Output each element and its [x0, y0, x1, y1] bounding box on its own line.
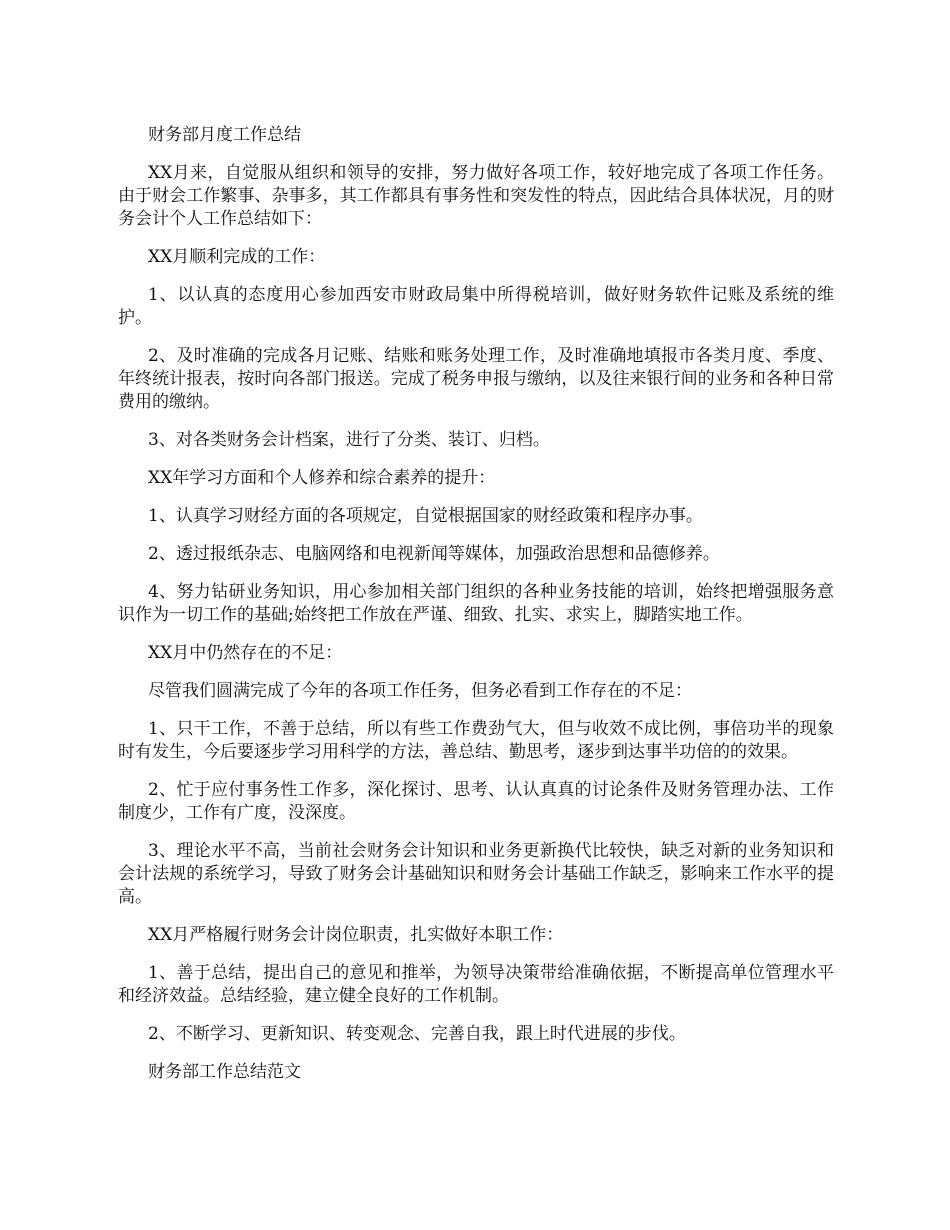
completed-work-item-1: 1、以认真的态度用心参加西安市财政局集中所得税培训，做好财务软件记账及系统的维护。: [118, 285, 834, 328]
section-heading-shortcomings: XX月中仍然存在的不足：: [148, 643, 343, 663]
study-item-4: 4、努力钻研业务知识，用心参加相关部门组织的各种业务技能的培训，始终把增强服务意识作为一切工作的基础;始终把工作放在严谨、细致、扎实、求实上，脚踏实地工作。: [118, 582, 834, 625]
shortcoming-item-2: 2、忙于应付事务性工作多，深化探讨、思考、认认真真的讨论条件及财务管理办法、工作制度少，工作有广度，没深度。: [118, 780, 834, 823]
shortcoming-item-3: 3、理论水平不高，当前社会财务会计知识和业务更新换代比较快，缺乏对新的业务知识和会计法规的系统学习，导致了财务会计基础知识和财务会计基础工作缺乏，影响来工作水平的提高。: [118, 841, 834, 907]
completed-work-item-2: 2、及时准确的完成各月记账、结账和账务处理工作，及时准确地填报市各类月度、季度、年终统计报表，按时向各部门报送。完成了税务申报与缴纳，以及往来银行间的业务和各种日常费用的缴纳。: [118, 346, 834, 412]
shortcomings-intro: 尽管我们圆满完成了今年的各项工作任务，但务必看到工作存在的不足：: [148, 681, 692, 701]
section-heading-completed-work: XX月顺利完成的工作：: [148, 247, 326, 267]
closing-title: 财务部工作总结范文: [148, 1062, 301, 1082]
study-item-2: 2、透过报纸杂志、电脑网络和电视新闻等媒体，加强政治思想和品德修养。: [148, 544, 720, 564]
document-title: 财务部月度工作总结: [148, 125, 301, 145]
duties-item-1: 1、善于总结，提出自己的意见和推举，为领导决策带给准确依据，不断提高单位管理水平和经济效益。总结经验，建立健全良好的工作机制。: [118, 963, 834, 1006]
study-item-1: 1、认真学习财经方面的各项规定，自觉根据国家的财经政策和程序办事。: [148, 506, 703, 526]
completed-work-item-3: 3、对各类财务会计档案，进行了分类、装订、归档。: [148, 430, 550, 450]
intro-paragraph: XX月来，自觉服从组织和领导的安排，努力做好各项工作，较好地完成了各项工作任务。由于财会工作繁事、杂事多，其工作都具有事务性和突发性的特点，因此结合具体状况，月的财务会计个人工作总结如下：: [118, 163, 834, 229]
section-heading-study: XX年学习方面和个人修养和综合素养的提升：: [148, 468, 496, 488]
shortcoming-item-1: 1、只干工作，不善于总结，所以有些工作费劲气大，但与收效不成比例，事倍功半的现象时有发生，今后要逐步学习用科学的方法，善总结、勤思考，逐步到达事半功倍的的效果。: [118, 719, 834, 762]
document-page: [118, 124, 834, 1099]
duties-item-2: 2、不断学习、更新知识、转变观念、完善自我，跟上时代进展的步伐。: [148, 1024, 686, 1044]
section-heading-duties: XX月严格履行财务会计岗位职责，扎实做好本职工作：: [148, 925, 564, 945]
